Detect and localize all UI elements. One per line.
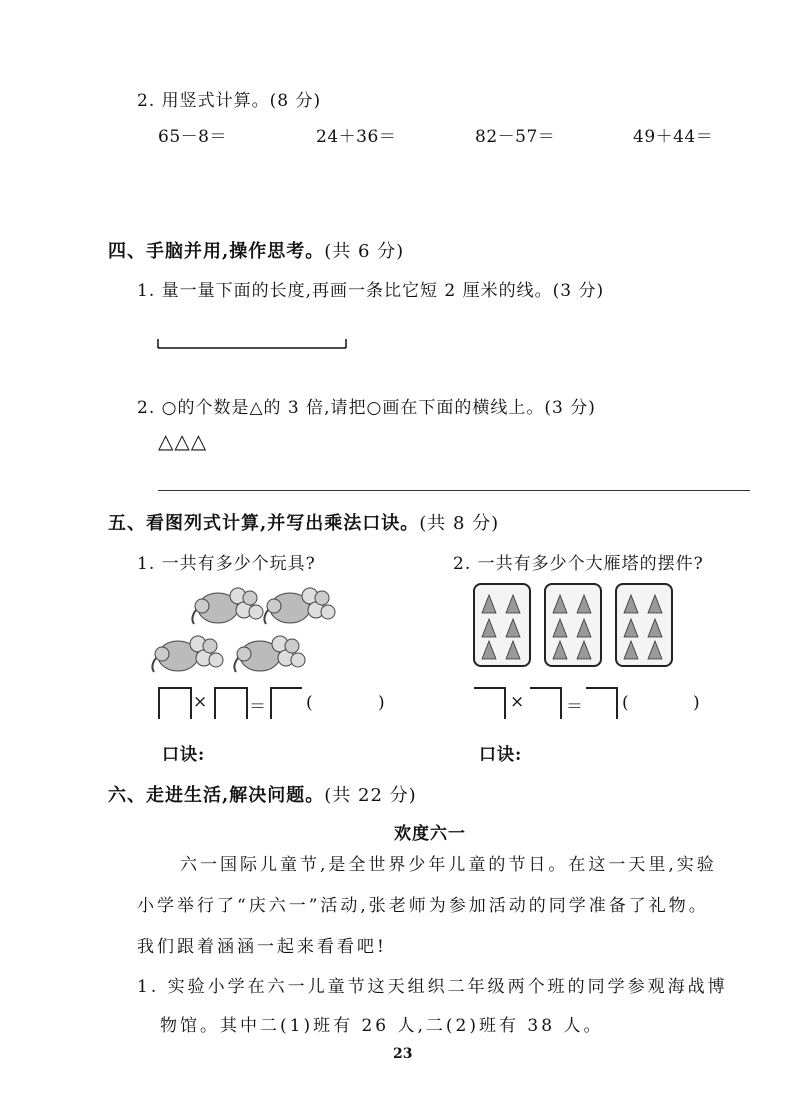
toys-question: 1. 一共有多少个玩具? [137,554,316,574]
pagoda-icons [617,585,671,665]
calc-problem-4: 49＋44＝ [633,127,714,147]
equals-sign-2: ＝ [566,697,584,717]
section-6-score: (共 22 分) [324,785,417,806]
toys-illustration [150,578,350,680]
toy-group-4 [234,636,305,672]
paren-open-2: ( [622,693,630,713]
pagoda-icons [475,585,529,665]
paren-open: ( [306,693,314,713]
pagoda-question: 2. 一共有多少个大雁塔的摆件? [453,554,704,574]
story-line-3: 我们跟着涵涵一起来看看吧! [137,937,387,957]
section-4-score: (共 6 分) [324,241,405,262]
pagoda-card-1 [473,583,531,667]
section-5-score: (共 8 分) [419,513,500,534]
toy-group-1 [192,588,263,624]
pagoda-icons [546,585,600,665]
story-line-2: 小学举行了“庆六一”活动,张老师为参加活动的同学准备了礼物。 [137,896,709,916]
section-5-title-text: 五、看图列式计算,并写出乘法口诀。 [108,513,420,534]
section-5-title [108,509,499,535]
vertical-calc-question: 2. 用竖式计算。(8 分) [137,91,322,111]
answer-line[interactable] [158,490,750,491]
answer-box-1[interactable] [158,687,192,719]
measure-question: 1. 量一量下面的长度,再画一条比它短 2 厘米的线。(3 分) [137,281,605,301]
pagoda-card-3 [615,583,673,667]
paren-close-2: ) [693,693,701,713]
problem-1-line-2: 物馆。其中二(1)班有 26 人,二(2)班有 38 人。 [160,1016,604,1036]
calc-problem-1: 65－8＝ [158,127,227,147]
story-line-1: 六一国际儿童节,是全世界少年儿童的节日。在这一天里,实验 [180,855,717,875]
toy-group-3 [152,636,223,672]
circle-triangle-question: 2. ○的个数是△的 3 倍,请把○画在下面的横线上。(3 分) [137,398,596,418]
answer-box-3[interactable] [270,687,302,719]
measure-line-segment [155,336,351,352]
equals-sign: ＝ [249,697,267,717]
page-number: 23 [393,1046,413,1062]
times-sign-2: × [510,692,526,712]
triangles: △△△ [158,429,208,453]
answer-box-4[interactable] [474,687,506,719]
story-heading: 欢度六一 [394,824,466,844]
answer-box-2[interactable] [214,687,248,719]
koujue-label-2: 口诀: [479,745,523,765]
toy-group-2 [264,588,335,624]
section-4-title [108,237,404,263]
pagoda-card-2 [544,583,602,667]
calc-problem-2: 24＋36＝ [316,127,397,147]
section-6-title-text: 六、走进生活,解决问题。 [108,785,325,806]
problem-1-line-1: 1. 实验小学在六一儿童节这天组织二年级两个班的同学参观海战博 [137,977,728,997]
koujue-label-1: 口诀: [162,745,206,765]
section-6-title [108,781,417,807]
section-4-title-text: 四、手脑并用,操作思考。 [108,241,325,262]
times-sign: × [193,692,209,712]
paren-close: ) [378,693,386,713]
answer-box-5[interactable] [530,687,562,719]
calc-problem-3: 82－57＝ [475,127,556,147]
answer-box-6[interactable] [586,687,618,719]
